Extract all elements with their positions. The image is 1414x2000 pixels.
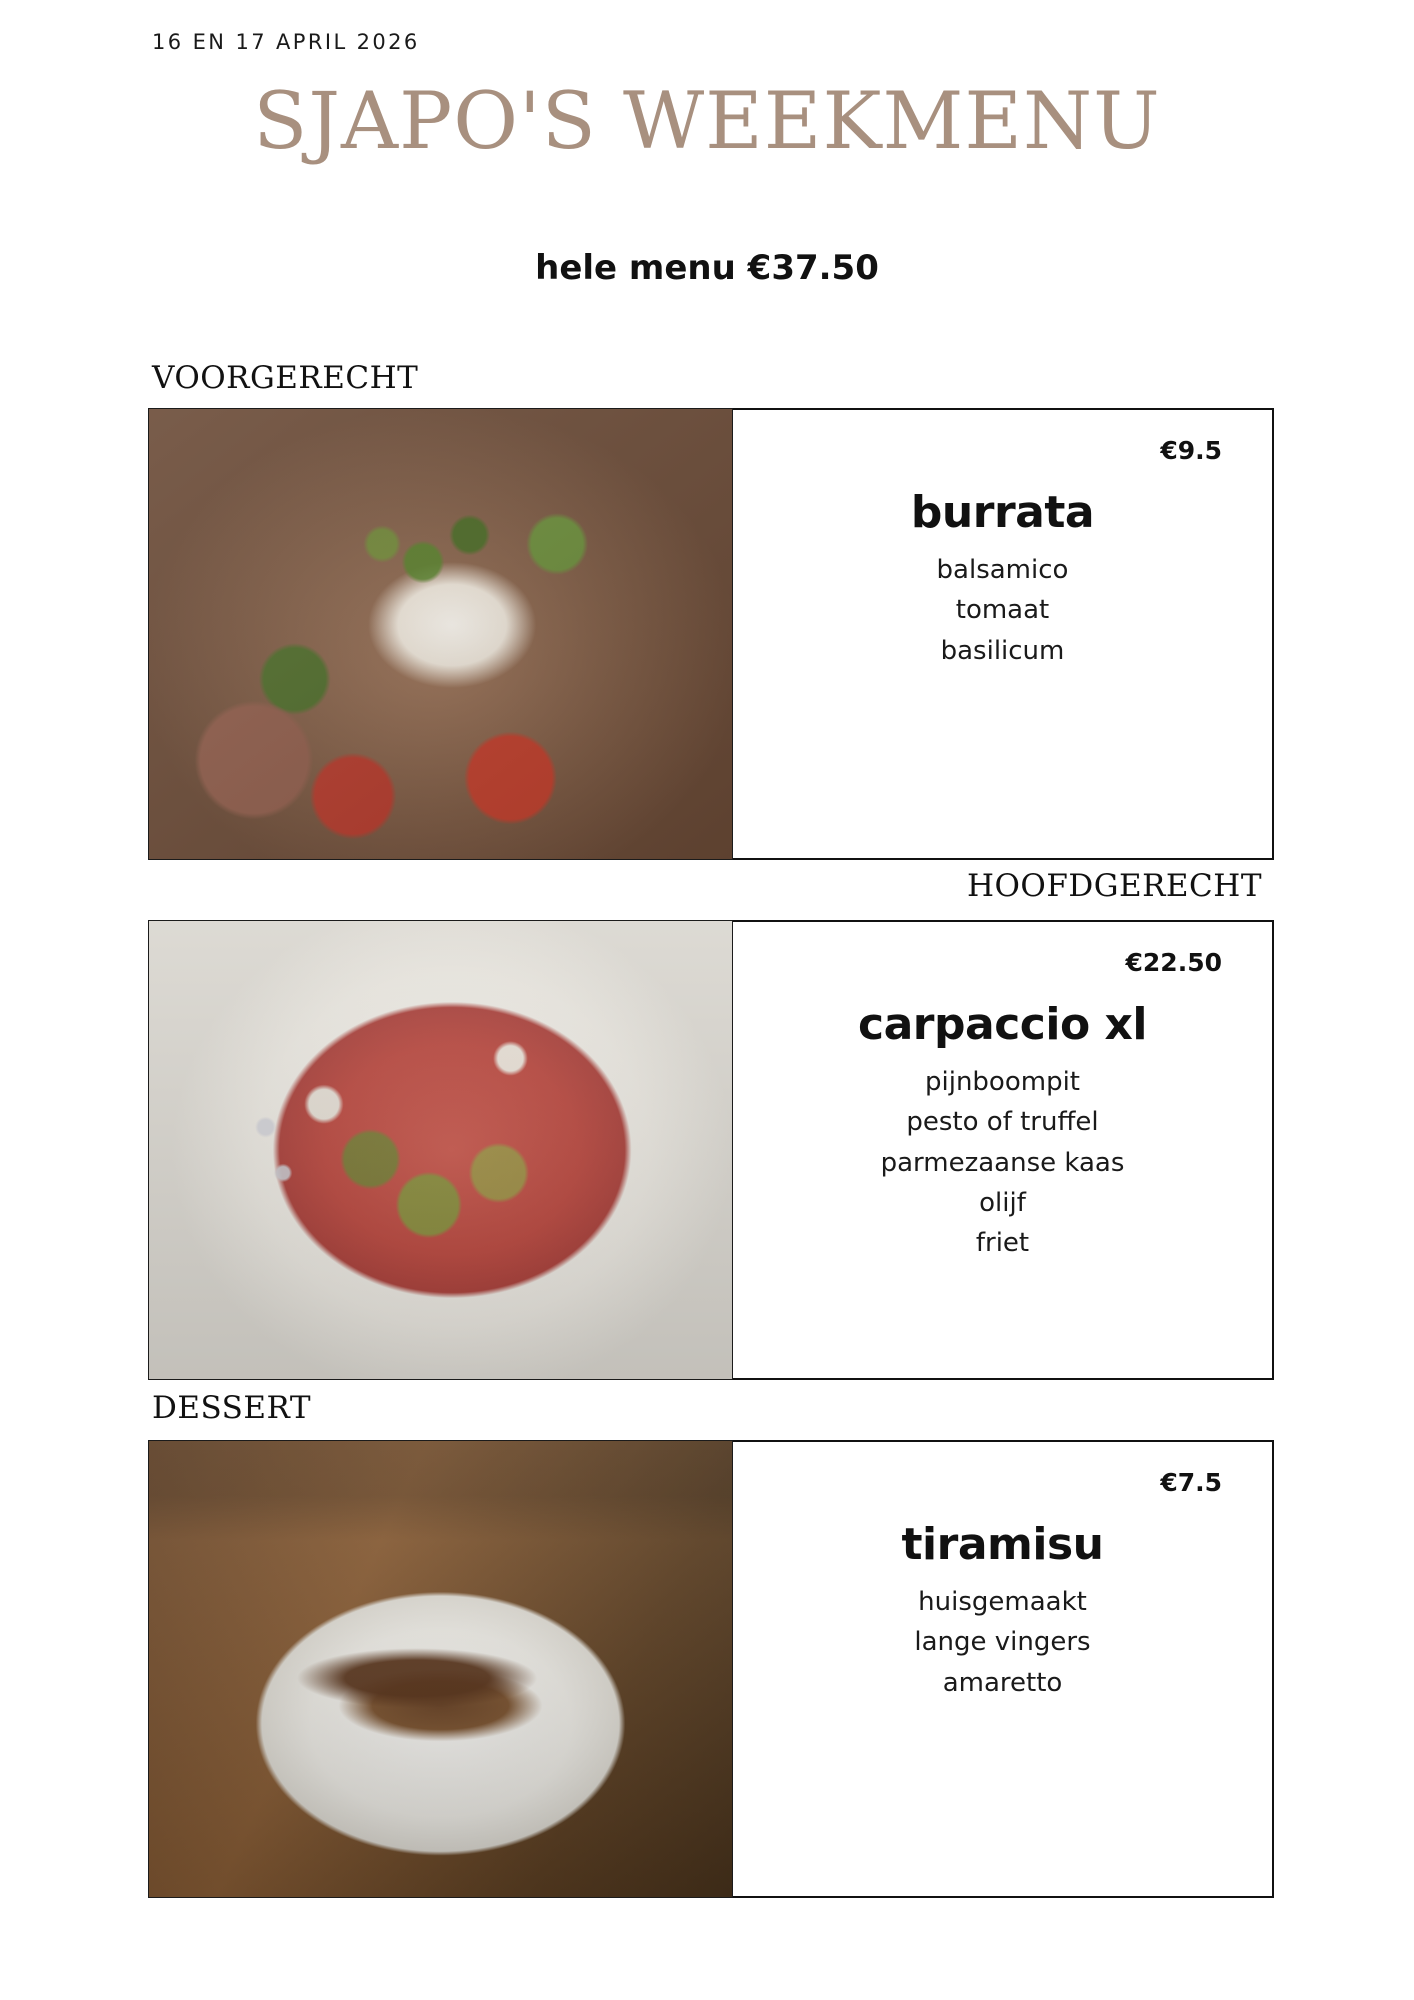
ingredient-item: huisgemaakt bbox=[918, 1587, 1087, 1617]
tiramisu-photo bbox=[148, 1440, 733, 1898]
page-title: SJAPO'S WEEKMENU bbox=[253, 75, 1161, 167]
course-hoofdgerecht bbox=[148, 920, 1274, 1380]
ingredient-item: lange vingers bbox=[914, 1627, 1091, 1658]
section-label-voorgerecht: VOORGERECHT bbox=[152, 360, 419, 396]
voorgerecht-detail bbox=[733, 408, 1274, 860]
dessert-dish-name: tiramisu bbox=[901, 1519, 1104, 1570]
carpaccio-photo bbox=[148, 920, 733, 1380]
ingredient-item: pesto of truffel bbox=[906, 1107, 1099, 1138]
voorgerecht-price: €9.5 bbox=[1160, 436, 1222, 465]
carpaccio-image bbox=[149, 921, 732, 1379]
dessert-detail bbox=[733, 1440, 1274, 1898]
burrata-image bbox=[149, 409, 732, 859]
hoofdgerecht-dish-name: carpaccio xl bbox=[858, 999, 1147, 1050]
voorgerecht-ingredients bbox=[937, 550, 1069, 671]
ingredient-item: basilicum bbox=[940, 635, 1065, 666]
section-label-hoofdgerecht: HOOFDGERECHT bbox=[966, 868, 1262, 904]
dessert-ingredients bbox=[914, 1582, 1090, 1703]
tiramisu-image bbox=[149, 1441, 732, 1897]
ingredient-item: amaretto bbox=[942, 1667, 1063, 1698]
course-dessert bbox=[148, 1440, 1274, 1898]
ingredient-item: pijnboompit bbox=[925, 1067, 1080, 1097]
ingredient-item: friet bbox=[975, 1228, 1030, 1259]
menu-date: 16 EN 17 APRIL 2026 bbox=[152, 30, 420, 54]
voorgerecht-dish-name: burrata bbox=[910, 487, 1095, 538]
course-voorgerecht bbox=[148, 408, 1274, 860]
ingredient-item: tomaat bbox=[955, 595, 1050, 626]
ingredient-item: balsamico bbox=[936, 555, 1069, 585]
dessert-price: €7.5 bbox=[1160, 1468, 1222, 1497]
ingredient-item: parmezaanse kaas bbox=[880, 1147, 1125, 1178]
hoofdgerecht-price: €22.50 bbox=[1125, 948, 1222, 977]
ingredient-item: olijf bbox=[979, 1187, 1026, 1218]
hoofdgerecht-ingredients bbox=[881, 1062, 1125, 1263]
full-menu-price: hele menu €37.50 bbox=[535, 248, 879, 288]
burrata-photo bbox=[148, 408, 733, 860]
hoofdgerecht-detail bbox=[733, 920, 1274, 1380]
section-label-dessert: DESSERT bbox=[152, 1390, 312, 1426]
